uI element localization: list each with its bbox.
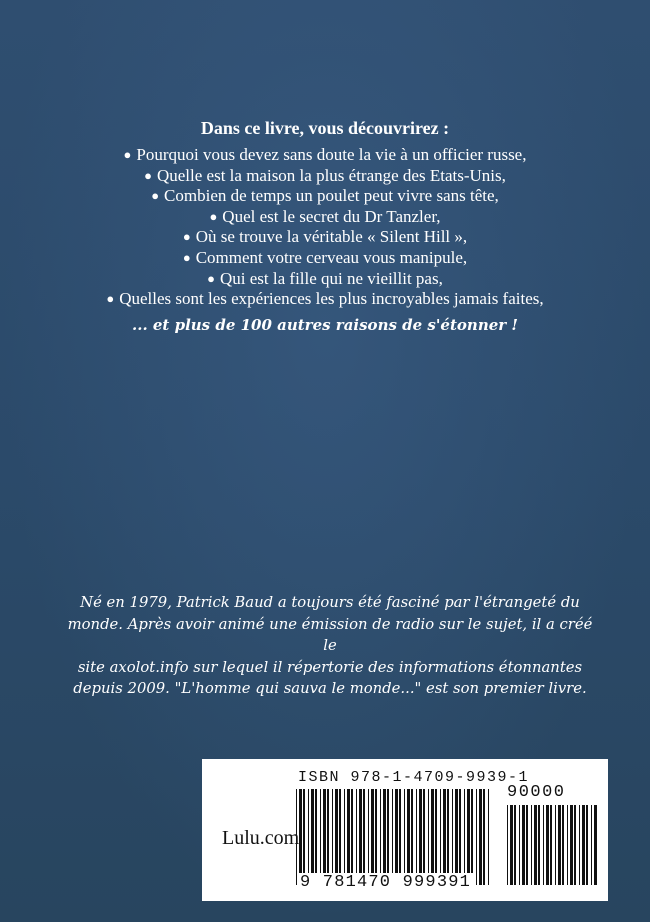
bullet-icon: ● [182,229,191,245]
list-item [20,207,630,228]
author-bio [60,592,600,700]
list-item-text: Quelles sont les expériences les plus incroyables jamais faites, [119,289,544,309]
list-item-text: Qui est la fille qui ne vieillit pas, [220,268,443,288]
publisher-name: Lulu.com [222,827,300,849]
list-item-text: Quel est le secret du Dr Tanzler, [222,206,441,226]
list-item [20,269,630,290]
list-item [20,186,630,207]
list-item-text: Comment votre cerveau vous manipule, [195,247,468,267]
list-item [20,289,630,310]
list-item [20,227,630,248]
barcode-panel [202,759,608,901]
bullet-icon: ● [106,291,115,307]
bio-line: depuis 2009. "L'homme qui sauva le monde..." est son premier livre. [73,680,587,697]
list-item [20,145,630,166]
bullet-icon: ● [209,208,218,224]
list-item-text: Où se trouve la véritable « Silent Hill », [195,227,468,247]
bullet-icon: ● [144,167,152,183]
bullet-icon: ● [151,188,160,204]
list-item-text: Combien de temps un poulet peut vivre sans tête, [164,186,499,206]
feature-list [20,145,630,310]
cover-heading: Dans ce livre, vous découvrirez : [200,118,450,138]
bullet-icon: ● [182,249,191,265]
list-item [20,166,630,187]
list-item-text: Pourquoi vous devez sans doute la vie à un officier russe, [136,145,527,164]
list-item-text: Quelle est la maison la plus étrange des Etats-Unis, [156,165,506,185]
tagline: ... et plus de 100 autres raisons de s'étonner ! [132,316,518,334]
price-code: 90000 [507,783,566,802]
bio-line: Né en 1979, Patrick Baud a toujours été fasciné par l'étrangeté du [80,594,580,611]
bullet-icon: ● [123,147,132,162]
ean-digits: 9 781470 999391 [300,873,472,892]
bio-line: site axolot.info sur lequel il répertorie des informations étonnantes [77,658,583,676]
isbn-label: ISBN 978-1-4709-9939-1 [298,769,530,786]
bullet-icon: ● [207,270,215,286]
bio-line: monde. Après avoir animé une émission de radio sur le sujet, il a créé le [67,615,593,654]
list-item [20,248,630,269]
